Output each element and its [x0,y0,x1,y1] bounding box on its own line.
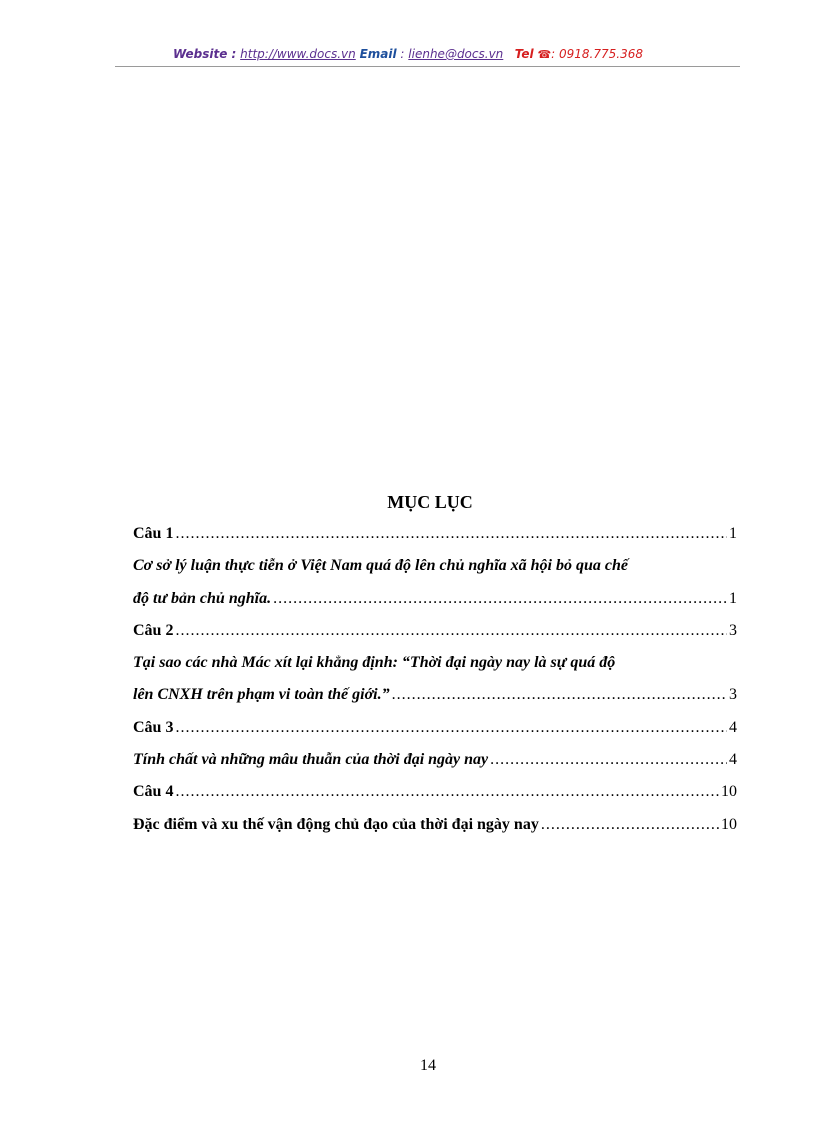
toc-entry-text: Cơ sở lý luận thực tiễn ở Việt Nam quá độ lên chủ nghĩa xã hội bỏ qua chế [133,557,628,575]
email-label: Email [359,47,397,61]
toc-page-number: 10 [721,783,737,801]
toc-entry[interactable] [133,615,737,647]
toc-entry-text: Câu 3 [133,718,174,736]
toc-entry-text: độ tư bản chủ nghĩa. [133,589,272,607]
toc-entry[interactable] [133,583,737,615]
toc-entry-text: lên CNXH trên phạm vi toàn thế giới.” [133,686,390,704]
toc-entry[interactable] [133,647,737,679]
toc-page-number: 1 [729,589,737,607]
toc-entry-text: Câu 2 [133,621,174,639]
page-number: 14 [420,1057,436,1074]
tel-value: : 0918.775.368 [551,47,643,61]
toc-title: MỤC LỤC [387,492,473,512]
toc-page-number: 4 [729,751,737,769]
toc-leader [392,679,727,711]
toc-entry[interactable] [133,809,737,841]
toc-leader [490,744,727,776]
page-header [0,47,816,61]
toc-page-number: 3 [729,621,737,639]
toc-page-number: 10 [721,815,737,833]
header-divider [115,66,740,67]
toc-entry[interactable] [133,679,737,711]
toc-entry-text: Câu 4 [133,783,174,801]
toc-leader [175,776,719,808]
toc-entry-text: Tính chất và những mâu thuẫn của thời đại ngày nay [133,751,489,769]
toc-page-number: 3 [729,686,737,704]
toc-leader [541,809,719,841]
toc-page-number: 1 [729,525,737,542]
tel-label: Tel [514,47,534,61]
website-link[interactable]: http://www.docs.vn [240,47,356,61]
email-separator: : [400,47,405,61]
toc-entry[interactable] [133,776,737,808]
toc-entry-text: Câu 1 [133,525,174,542]
toc-leader [273,583,727,615]
website-label: Website : [173,47,237,61]
toc-page-number: 4 [729,718,737,736]
toc-entry[interactable] [133,712,737,744]
table-of-contents [133,486,737,841]
toc-entry-text: Tại sao các nhà Mác xít lại khẳng định: “Thời đại ngày nay là sự quá độ [133,654,616,672]
toc-entry[interactable] [133,518,737,550]
toc-leader [175,712,727,744]
toc-entry[interactable] [133,550,737,582]
toc-entry[interactable] [133,744,737,776]
phone-icon: ☎ [537,48,552,61]
email-link[interactable]: lienhe@docs.vn [408,47,504,61]
toc-entry-text: Đặc điểm và xu thế vận động chủ đạo của thời đại ngày nay [133,815,539,833]
toc-leader [175,518,727,550]
toc-leader [175,615,727,647]
